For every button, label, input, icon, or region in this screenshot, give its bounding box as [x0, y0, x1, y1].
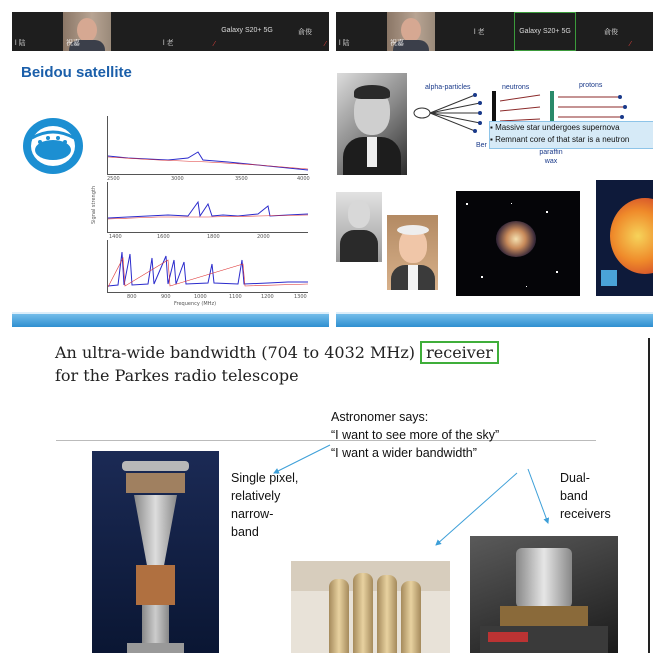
tick-label: 1800 [207, 234, 220, 240]
single-pixel-receiver-photo [92, 451, 219, 653]
participant-tile[interactable] [12, 12, 62, 51]
muted-mic-icon: ⁄ [213, 41, 215, 48]
participant-name: l 陆 [339, 40, 350, 47]
callout-bullet: ▪ Massive star undergoes supernova [490, 123, 620, 132]
beidou-logo-icon [18, 116, 88, 176]
participant-name: Galaxy S20+ 5G [221, 27, 273, 34]
slide-footer-band [336, 312, 653, 327]
receiver-highlight-box: receiver [420, 341, 499, 364]
participant-tile-active[interactable] [514, 12, 576, 51]
muted-mic-icon: ⁄ [629, 41, 631, 48]
arrow-icon [274, 445, 330, 473]
diagram-label-protons: protons [579, 82, 603, 89]
arrow-icon [528, 469, 548, 523]
portrait-photo [336, 192, 382, 262]
video-call-toolbar [336, 12, 653, 51]
diagram-label-beryllium: Ber [476, 142, 487, 149]
participant-name: l 老 [163, 40, 174, 47]
participant-name: l 老 [474, 29, 485, 36]
label-line: relatively [231, 489, 281, 503]
quote-line: “I want a wider bandwidth” [331, 446, 477, 460]
muted-mic-icon: ⁄ [324, 41, 326, 48]
participant-name: l 陆 [15, 40, 26, 47]
participant-tile[interactable] [576, 12, 653, 51]
tick-label: 1200 [261, 294, 274, 300]
axis-label: Frequency (MHz) [174, 301, 217, 307]
label-line: band [560, 489, 588, 503]
participant-name: 祝嘉 [66, 40, 80, 47]
slide-title: Beidou satellite [21, 64, 132, 81]
neutron-star-structure-image [596, 180, 653, 296]
slide-panel-beidou [12, 12, 329, 327]
quote-line: “I want to see more of the sky” [331, 428, 500, 442]
participant-tile[interactable] [218, 12, 276, 51]
callout-bullet: ▪ Remnant core of that star is a neutron [490, 135, 630, 144]
title-text: An ultra-wide bandwidth (704 to 4032 MHz) [55, 343, 416, 362]
video-call-toolbar [12, 12, 329, 51]
spectrum-trace [108, 240, 308, 292]
tick-label: 1600 [157, 234, 170, 240]
tick-label: 800 [127, 294, 137, 300]
crab-nebula-image [456, 191, 580, 296]
spectrum-trace [108, 116, 308, 174]
participant-tile-video[interactable] [387, 12, 435, 51]
diagram-label-alpha: alpha-particles [425, 84, 471, 91]
axis-label: Signal strength [91, 186, 97, 225]
tick-label: 1400 [109, 234, 122, 240]
spectrum-trace [108, 182, 308, 232]
title-text-line2: for the Parkes radio telescope [55, 366, 299, 385]
participant-name: 俞俊 [604, 29, 618, 36]
slide-panel-neutron-star [336, 12, 653, 327]
tick-label: 900 [161, 294, 171, 300]
tick-label: 2000 [257, 234, 270, 240]
wideband-receiver-photo [291, 561, 450, 653]
slide-footer-band [12, 312, 329, 327]
tick-label: 1100 [229, 294, 242, 300]
diagram-label-neutrons: neutrons [502, 84, 530, 91]
participant-name: 俞俊 [298, 29, 312, 36]
portrait-photo [337, 73, 407, 175]
tick-label: 2500 [107, 176, 120, 182]
tick-label: 3500 [235, 176, 248, 182]
participant-tile[interactable] [336, 12, 386, 51]
spectrum-plot-middle [89, 182, 329, 240]
spectrum-plot-bottom [89, 240, 329, 307]
portrait-photo [387, 215, 438, 290]
participant-tile[interactable] [276, 12, 329, 51]
participant-tile-video[interactable] [63, 12, 111, 51]
participant-name: 祝嘉 [390, 40, 404, 47]
spectrum-plot-top [89, 116, 329, 182]
slide-panel-parkes-receiver [12, 333, 653, 653]
supernova-callout [489, 121, 653, 149]
participant-tile[interactable] [160, 12, 218, 51]
participant-name: Galaxy S20+ 5G [519, 28, 571, 35]
label-line: receivers [560, 507, 611, 521]
diagram-label-paraffin: paraffin wax [539, 149, 563, 165]
tick-label: 1000 [194, 294, 207, 300]
tick-label: 3000 [171, 176, 184, 182]
quote-line: Astronomer says: [331, 410, 429, 424]
label-line: Dual- [560, 471, 590, 485]
label-line: Single pixel, [231, 471, 299, 485]
arrow-icon [436, 473, 517, 545]
dual-band-receiver-photo [470, 536, 618, 653]
participant-tile[interactable] [446, 12, 506, 51]
tick-label: 1300 [294, 294, 307, 300]
label-line: narrow- [231, 507, 274, 521]
tick-label: 4000 [297, 176, 310, 182]
label-line: band [231, 525, 259, 539]
